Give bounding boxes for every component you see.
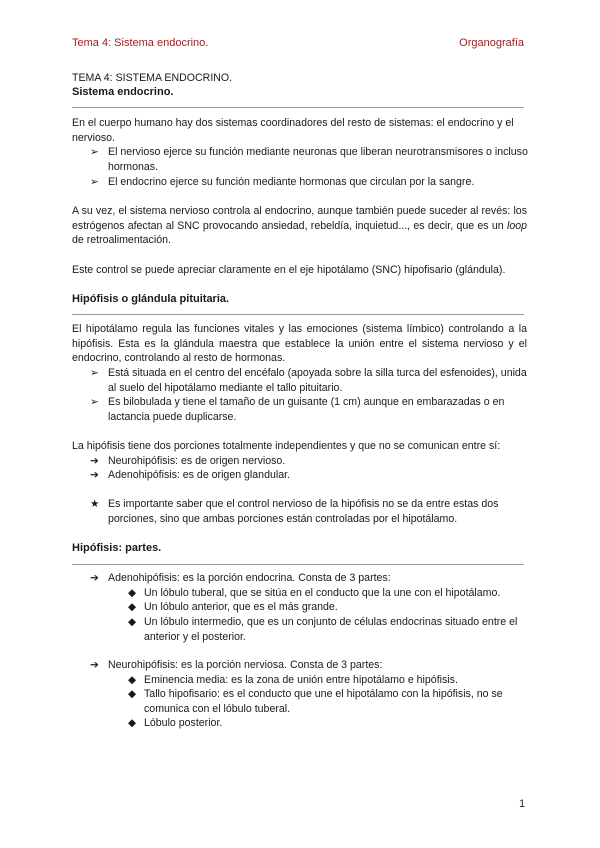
bullet-text: Está situada en el centro del encéfalo (apoyada sobre la silla turca del esfenoides), unida al suelo del hipotálamo mediante el tallo pituitario.: [108, 367, 527, 394]
arrowhead-bullet-icon: ➢: [90, 176, 99, 188]
diamond-bullet-icon: ◆: [128, 601, 137, 613]
heading-rule: [72, 107, 524, 108]
diamond-bullet-icon: ◆: [128, 616, 137, 628]
paragraph-feedback: [72, 204, 527, 248]
paragraph-text: A su vez, el sistema nervioso controla al endocrino, aunque también puede suceder al revés: los estrógenos afectan al SNC provocando ansiedad, rebeldía, inquietud..., es decir, que es un: [72, 205, 527, 232]
bullet-text: El nervioso ejerce su función mediante neuronas que liberan neurotransmisores o incluso hormonas.: [108, 146, 528, 173]
header-left: Tema 4: Sistema endocrino.: [72, 37, 209, 49]
paragraph-porciones: La hipófisis tiene dos porciones totalmente independientes y que no se comunican entre sí:: [72, 440, 501, 452]
diamond-bullet-icon: ◆: [128, 717, 137, 729]
diamond-bullet-icon: ◆: [128, 674, 137, 686]
arrow-item: Adenohipófisis: es de origen glandular.: [108, 469, 290, 481]
paragraph-intro: En el cuerpo humano hay dos sistemas coordinadores del resto de sistemas: el endocrino y el nervioso.: [72, 117, 514, 144]
adenohipofisis-label: Adenohipófisis: es la porción endocrina. Consta de 3 partes:: [108, 572, 391, 584]
section-heading-hipofisis: Hipófisis o glándula pituitaria.: [72, 293, 230, 305]
neuro-item: Eminencia media: es la zona de unión entre hipotálamo e hipófisis.: [144, 674, 458, 686]
page-number: 1: [519, 798, 525, 810]
neuro-item: Lóbulo posterior.: [144, 717, 223, 729]
paragraph-text: de retroalimentación.: [72, 234, 171, 247]
section-heading-sistema-endocrino: Sistema endocrino.: [72, 86, 174, 98]
arrow-item: Neurohipófisis: es de origen nervioso.: [108, 455, 286, 467]
adeno-item: Un lóbulo anterior, que es el más grande.: [144, 601, 338, 613]
star-icon: ★: [90, 498, 100, 510]
section-heading-partes: Hipófisis: partes.: [72, 542, 162, 554]
bullet-text: El endocrino ejerce su función mediante hormonas que circulan por la sangre.: [108, 176, 475, 188]
heading-rule: [72, 564, 524, 565]
diamond-bullet-icon: ◆: [128, 688, 137, 700]
right-arrow-icon: ➔: [90, 659, 99, 671]
arrowhead-bullet-icon: ➢: [90, 367, 99, 379]
emphasis-text: loop: [506, 219, 527, 232]
neuro-item: Tallo hipofisario: es el conducto que une el hipotálamo con la hipófisis, no se comunica con el lóbulo tuberal.: [144, 688, 503, 715]
neurohipofisis-label: Neurohipófisis: es la porción nerviosa. Consta de 3 partes:: [108, 659, 383, 671]
right-arrow-icon: ➔: [90, 572, 99, 584]
diamond-bullet-icon: ◆: [128, 587, 137, 599]
adeno-item: Un lóbulo intermedio, que es un conjunto de células endocrinas situado entre el anterior y el posterior.: [144, 616, 518, 643]
arrowhead-bullet-icon: ➢: [90, 146, 99, 158]
heading-rule: [72, 314, 524, 315]
paragraph-hipotalamo: El hipotálamo regula las funciones vitales y las emociones (sistema límbico) controlando a la hipófisis. Esta es la glándula maestra que establece la unión entre el sistema nervioso y el endocrino, controlando al resto de hormonas.: [72, 323, 527, 365]
right-arrow-icon: ➔: [90, 469, 99, 481]
adeno-item: Un lóbulo tuberal, que se sitúa en el conducto que la une con el hipotálamo.: [144, 587, 501, 599]
star-note: Es importante saber que el control nervioso de la hipófisis no se da entre estas dos porciones, sino que ambas porciones están controladas por el hipotálamo.: [108, 498, 499, 525]
bullet-text: Es bilobulada y tiene el tamaño de un guisante (1 cm) aunque en embarazadas o en lactancia puede duplicarse.: [108, 396, 505, 423]
arrowhead-bullet-icon: ➢: [90, 396, 99, 408]
doc-title: TEMA 4: SISTEMA ENDOCRINO.: [72, 72, 233, 84]
right-arrow-icon: ➔: [90, 455, 99, 467]
paragraph-axis: Este control se puede apreciar claramente en el eje hipotálamo (SNC) hipofisario (glándula).: [72, 264, 506, 276]
header-right: Organografía: [459, 37, 524, 49]
